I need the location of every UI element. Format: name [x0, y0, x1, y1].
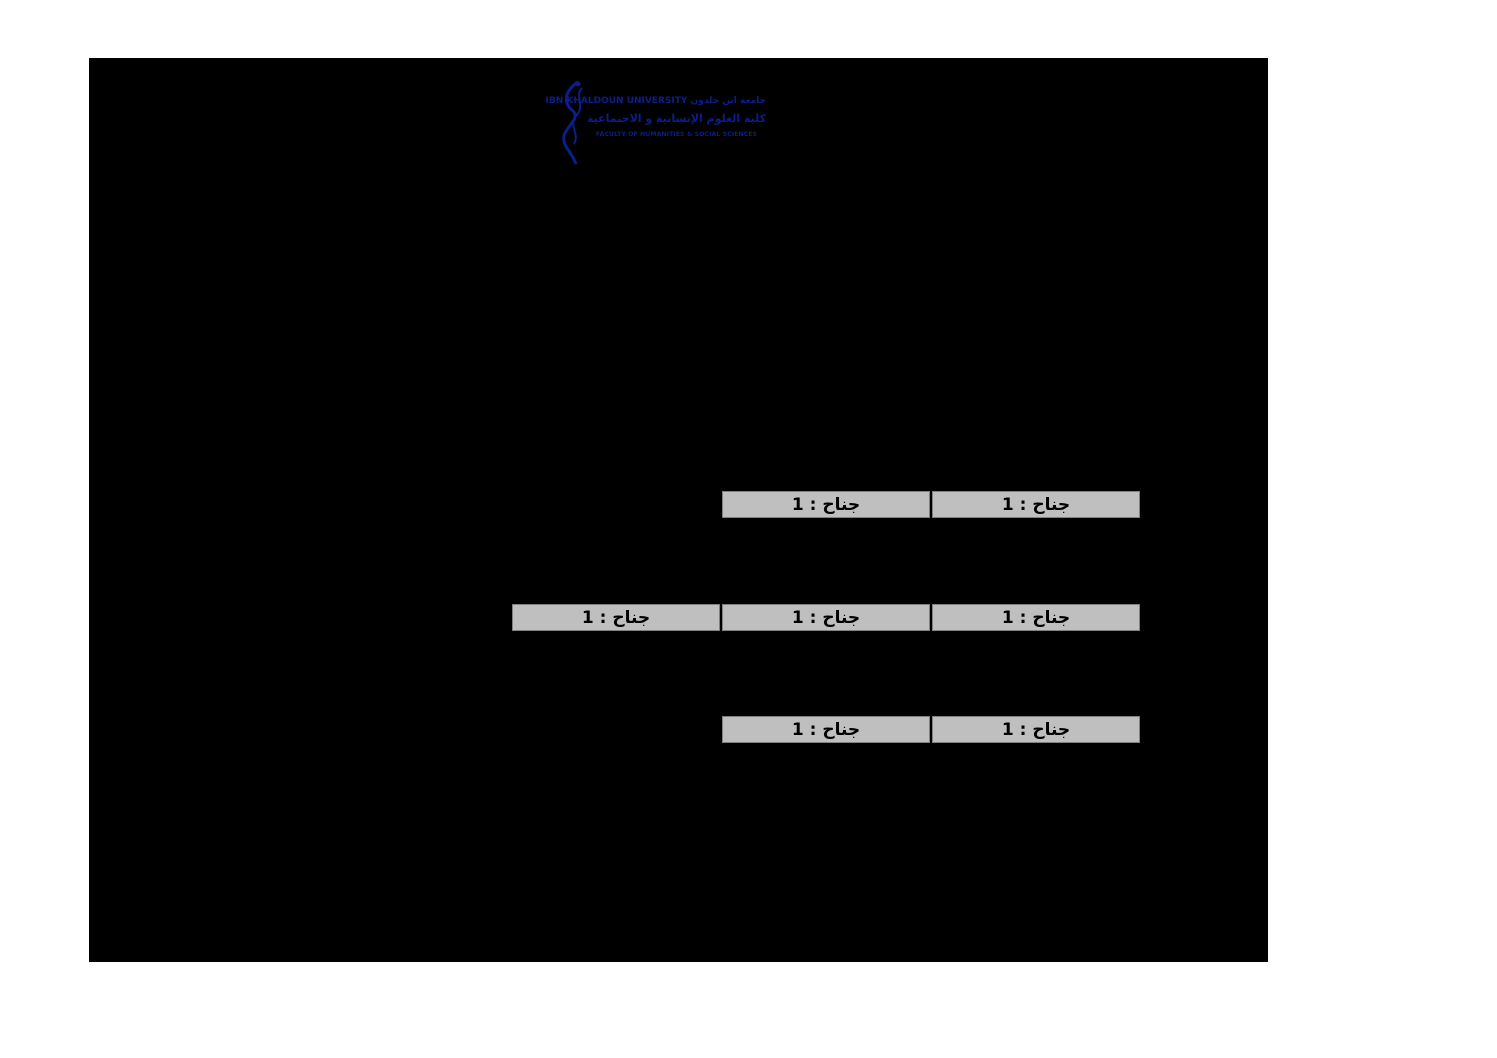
logo-university-name: جامعة ابن خلدون IBN KHALDOUN UNIVERSITY: [545, 96, 766, 106]
wing-cell: جناح : 1: [722, 716, 930, 743]
university-logo: [545, 80, 766, 168]
wing-cell: جناح : 1: [722, 491, 930, 518]
wing-cell: جناح : 1: [932, 716, 1140, 743]
wing-cell: جناح : 1: [932, 604, 1140, 631]
wing-cell: جناح : 1: [512, 604, 720, 631]
wing-cell: جناح : 1: [932, 491, 1140, 518]
logo-faculty-name-arabic: كلية العلوم الإنسانية و الاجتماعية: [586, 112, 766, 125]
logo-faculty-name-english: FACULTY OF HUMANITIES & SOCIAL SCIENCES: [596, 131, 758, 138]
wing-cell: جناح : 1: [722, 604, 930, 631]
logo-text: [545, 94, 766, 140]
